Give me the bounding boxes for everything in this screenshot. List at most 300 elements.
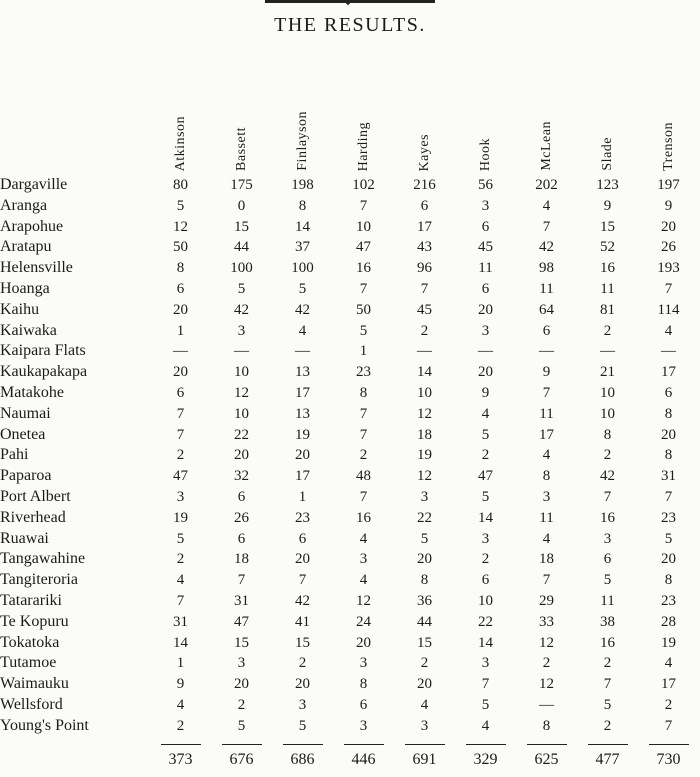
vote-count: 1 [298,488,307,505]
vote-count: 4 [420,696,429,713]
vote-count: 4 [359,572,368,589]
candidate-name: Kayes [416,133,432,171]
vote-count: 6 [542,322,551,339]
vote-count: 10 [234,364,249,381]
candidate-name: Bassett [233,127,249,171]
candidate-header [333,60,394,175]
vote-count: 4 [176,572,185,589]
vote-count: 20 [295,447,310,464]
vote-count: 2 [420,322,429,339]
vote-count: 3 [359,717,368,734]
candidate-name: Slade [599,137,615,171]
place-name: Naumai [0,404,51,422]
table-row [0,445,699,466]
vote-count: 28 [661,613,676,630]
place-name: Aratapu [0,238,52,256]
vote-count: 4 [481,717,490,734]
vote-count: 175 [230,177,253,193]
total-value: 686 [283,744,323,769]
vote-count: 31 [661,468,676,485]
vote-count: 20 [417,551,432,568]
top-ornament-rule [265,0,435,3]
total-cell [394,737,455,777]
vote-count: 8 [542,468,551,485]
vote-count: 3 [298,696,307,713]
vote-count: 22 [417,509,432,526]
vote-count: 50 [173,239,188,256]
vote-count: 29 [539,592,554,609]
table-row [0,321,699,342]
candidate-name: McLean [538,121,554,171]
vote-count: 10 [600,384,615,401]
place-name: Dargaville [0,176,68,193]
vote-count: 47 [173,468,188,485]
total-cell [638,737,699,777]
vote-count: 2 [603,655,612,672]
vote-count: 45 [417,301,432,318]
vote-count: 114 [657,301,680,318]
vote-count: 8 [603,426,612,443]
vote-count: 216 [413,177,436,193]
place-name: Matakohe [0,383,64,401]
vote-count: 3 [481,322,490,339]
vote-count: 16 [356,260,371,277]
table-row [0,279,699,300]
place-name: Tatarariki [0,591,62,609]
vote-count: 5 [420,530,429,547]
vote-count: 20 [234,447,249,464]
vote-count: 47 [234,613,249,630]
total-cell [211,737,272,777]
vote-count: 11 [600,592,615,609]
total-value: 691 [405,744,445,769]
candidate-header [516,60,577,175]
vote-count: 15 [295,634,310,651]
vote-count: 10 [417,384,432,401]
vote-count: 3 [542,488,551,505]
place-name: Kaukapakapa [0,363,88,381]
table-row [0,341,699,362]
table-row [0,425,699,446]
place-name: Ruawai [0,529,49,547]
vote-count: 7 [603,488,612,505]
vote-count: 9 [542,364,551,381]
vote-count: 14 [478,509,493,526]
vote-count: 7 [542,384,551,401]
vote-count: 7 [359,280,368,297]
table-row [0,653,699,674]
vote-count: 12 [539,634,554,651]
vote-count: 31 [234,592,249,609]
vote-count: 5 [237,280,246,297]
vote-count: 6 [481,572,490,589]
vote-count: 202 [535,177,558,193]
total-cell [577,737,638,777]
vote-count: 17 [661,364,676,381]
vote-count: 7 [298,572,307,589]
vote-count: 96 [417,260,432,277]
place-name: Arangа [0,196,48,214]
vote-count: 12 [356,592,371,609]
table-row [0,716,699,737]
vote-count: 6 [481,218,490,235]
table-row [0,383,699,404]
vote-count: 1 [359,343,368,360]
vote-count: 6 [176,280,185,297]
vote-count: 7 [542,572,551,589]
vote-count: 6 [359,696,368,713]
vote-count: 98 [539,260,554,277]
vote-count: 7 [176,405,185,422]
vote-count: 2 [603,717,612,734]
vote-count: 4 [542,197,551,214]
vote-count: 48 [356,468,371,485]
vote-count: 2 [237,696,246,713]
vote-count: 9 [176,676,185,693]
vote-count: 6 [481,280,490,297]
vote-count: 7 [542,218,551,235]
vote-count: 19 [417,447,432,464]
vote-count: 26 [661,239,676,256]
vote-count: 12 [539,676,554,693]
vote-count: 14 [173,634,188,651]
vote-count: 8 [298,197,307,214]
vote-count: 2 [664,696,673,713]
vote-count: — [295,343,310,360]
vote-count: 5 [481,488,490,505]
vote-count: 20 [661,551,676,568]
vote-count: — [417,343,432,360]
candidate-header [577,60,638,175]
vote-count: 23 [356,364,371,381]
vote-count: 20 [234,676,249,693]
vote-count: 5 [359,322,368,339]
vote-count: 11 [478,260,493,277]
vote-count: — [600,343,615,360]
vote-count: 17 [539,426,554,443]
candidate-header [394,60,455,175]
vote-count: 3 [420,488,429,505]
table-row [0,404,699,425]
vote-count: 20 [661,218,676,235]
vote-count: 1 [176,655,185,672]
vote-count: 52 [600,239,615,256]
vote-count: 24 [356,613,371,630]
vote-count: 44 [417,613,432,630]
vote-count: 64 [539,301,554,318]
vote-count: 81 [600,301,615,318]
place-name: Arapohue [0,217,64,235]
vote-count: 20 [478,301,493,318]
vote-count: 3 [237,322,246,339]
vote-count: 2 [603,447,612,464]
vote-count: 42 [600,468,615,485]
vote-count: 198 [291,177,314,193]
vote-count: 5 [298,717,307,734]
table-row [0,362,699,383]
table-row [0,258,699,279]
vote-count: 23 [661,509,676,526]
table-row [0,175,699,196]
vote-count: 4 [542,530,551,547]
place-name: Paparoa [0,467,52,485]
vote-count: 17 [417,218,432,235]
vote-count: 12 [173,218,188,235]
vote-count: 11 [539,405,554,422]
vote-count: 6 [237,488,246,505]
vote-count: 4 [298,322,307,339]
vote-count: 36 [417,592,432,609]
table-row [0,237,699,258]
place-name: Waimauku [0,675,69,693]
vote-count: 4 [542,447,551,464]
vote-count: 17 [295,468,310,485]
vote-count: 42 [539,239,554,256]
candidate-name: Trenson [660,122,676,171]
table-row [0,196,699,217]
vote-count: 23 [661,592,676,609]
place-name: Tangawahine [0,550,86,568]
vote-count: 123 [596,177,619,193]
total-cell [455,737,516,777]
vote-count: 5 [481,696,490,713]
vote-count: 5 [237,717,246,734]
vote-count: 11 [600,280,615,297]
vote-count: 8 [664,447,673,464]
vote-count: 2 [176,551,185,568]
vote-count: 20 [173,301,188,318]
candidate-name: Hook [477,137,493,171]
vote-count: 102 [352,177,375,193]
vote-count: 23 [295,509,310,526]
vote-count: 31 [173,613,188,630]
vote-count: 5 [176,197,185,214]
table-row [0,549,699,570]
vote-count: 4 [359,530,368,547]
vote-count: 7 [359,197,368,214]
vote-count: 19 [173,509,188,526]
place-name: Helensville [0,259,73,277]
vote-count: 7 [603,676,612,693]
table-row [0,695,699,716]
vote-count: 17 [661,676,676,693]
vote-count: 8 [176,260,185,277]
vote-count: 6 [603,551,612,568]
total-value: 477 [588,744,628,769]
vote-count: 7 [664,717,673,734]
vote-count: 6 [237,530,246,547]
vote-count: 50 [356,301,371,318]
vote-count: 18 [234,551,249,568]
vote-count: 19 [661,634,676,651]
vote-count: 32 [234,468,249,485]
vote-count: 7 [176,426,185,443]
vote-count: 6 [298,530,307,547]
total-cell [333,737,394,777]
vote-count: 4 [176,696,185,713]
vote-count: 6 [420,197,429,214]
vote-count: 8 [359,384,368,401]
vote-count: 12 [417,468,432,485]
vote-count: 10 [356,218,371,235]
vote-count: 16 [600,509,615,526]
vote-count: 3 [176,488,185,505]
vote-count: 22 [478,613,493,630]
vote-count: 14 [417,364,432,381]
vote-count: 56 [478,177,493,193]
vote-count: 47 [478,468,493,485]
totals-label-cell [0,737,150,777]
vote-count: 8 [664,405,673,422]
total-cell [272,737,333,777]
vote-count: — [661,343,676,360]
vote-count: 2 [176,717,185,734]
table-row [0,217,699,238]
vote-count: 41 [295,613,310,630]
vote-count: 5 [603,696,612,713]
vote-count: 20 [661,426,676,443]
vote-count: 16 [356,509,371,526]
place-name: Onetea [0,425,46,443]
vote-count: 100 [230,260,253,277]
table-row [0,674,699,695]
vote-count: 43 [417,239,432,256]
vote-count: 12 [417,405,432,422]
place-name: Hoanga [0,279,50,297]
vote-count: 4 [664,322,673,339]
vote-count: — [539,343,554,360]
vote-count: 37 [295,239,310,256]
candidate-header-row [0,60,699,175]
total-value: 676 [222,744,262,769]
vote-count: 10 [478,592,493,609]
vote-count: 9 [481,384,490,401]
vote-count: 5 [603,572,612,589]
vote-count: 8 [359,676,368,693]
table-row [0,591,699,612]
vote-count: 80 [173,177,188,193]
vote-count: 15 [234,218,249,235]
vote-count: 15 [600,218,615,235]
totals-row [0,737,699,777]
vote-count: 5 [298,280,307,297]
vote-count: 10 [234,405,249,422]
vote-count: 16 [600,634,615,651]
vote-count: 42 [234,301,249,318]
candidate-name: Atkinson [172,115,188,171]
vote-count: 100 [291,260,314,277]
results-body [0,175,699,777]
vote-count: 7 [664,280,673,297]
vote-count: 42 [295,301,310,318]
candidate-header [638,60,699,175]
vote-count: 21 [600,364,615,381]
place-name: Pahi [0,446,29,464]
candidate-name: Harding [355,121,371,171]
vote-count: 20 [173,364,188,381]
vote-count: 2 [176,447,185,464]
vote-count: 18 [417,426,432,443]
vote-count: 2 [359,447,368,464]
candidate-header [272,60,333,175]
vote-count: 20 [295,551,310,568]
candidate-header [211,60,272,175]
vote-count: 5 [481,426,490,443]
vote-count: 2 [420,655,429,672]
vote-count: 7 [359,488,368,505]
vote-count: 3 [359,551,368,568]
place-name: Young's Point [0,716,89,734]
vote-count: 7 [481,676,490,693]
vote-count: 19 [295,426,310,443]
vote-count: 0 [237,197,246,214]
place-name: Tangiteroria [0,571,78,589]
vote-count: 197 [657,177,680,193]
vote-count: 3 [359,655,368,672]
vote-count: 4 [481,405,490,422]
vote-count: 44 [234,239,249,256]
vote-count: 16 [600,260,615,277]
vote-count: 45 [478,239,493,256]
total-cell [150,737,211,777]
vote-count: — [234,343,249,360]
vote-count: 33 [539,613,554,630]
table-row [0,570,699,591]
place-name: Kaihu [0,300,40,318]
vote-count: 47 [356,239,371,256]
vote-count: 20 [295,676,310,693]
place-name: Port Albert [0,487,71,505]
vote-count: — [173,343,188,360]
vote-count: 7 [359,426,368,443]
vote-count: 11 [539,509,554,526]
table-row [0,612,699,633]
vote-count: 13 [295,364,310,381]
candidate-header [455,60,516,175]
vote-count: 8 [420,572,429,589]
vote-count: 3 [481,197,490,214]
vote-count: 3 [481,655,490,672]
vote-count: 6 [664,384,673,401]
vote-count: 2 [481,447,490,464]
vote-count: 193 [657,260,680,277]
total-cell [516,737,577,777]
vote-count: 9 [664,197,673,214]
vote-count: 20 [417,676,432,693]
vote-count: 2 [603,322,612,339]
vote-count: 10 [600,405,615,422]
table-row [0,466,699,487]
total-value: 446 [344,744,384,769]
place-column-header [0,60,150,175]
table-row [0,633,699,654]
table-row [0,529,699,550]
table-row [0,487,699,508]
vote-count: 7 [176,592,185,609]
vote-count: 15 [234,634,249,651]
vote-count: 20 [478,364,493,381]
vote-count: 4 [664,655,673,672]
table-row [0,508,699,529]
vote-count: 3 [237,655,246,672]
candidate-header [150,60,211,175]
vote-count: 7 [420,280,429,297]
vote-count: 7 [237,572,246,589]
place-name: Te Kopuru [0,612,69,630]
total-value: 625 [527,744,567,769]
vote-count: — [539,696,554,713]
vote-count: 7 [359,405,368,422]
